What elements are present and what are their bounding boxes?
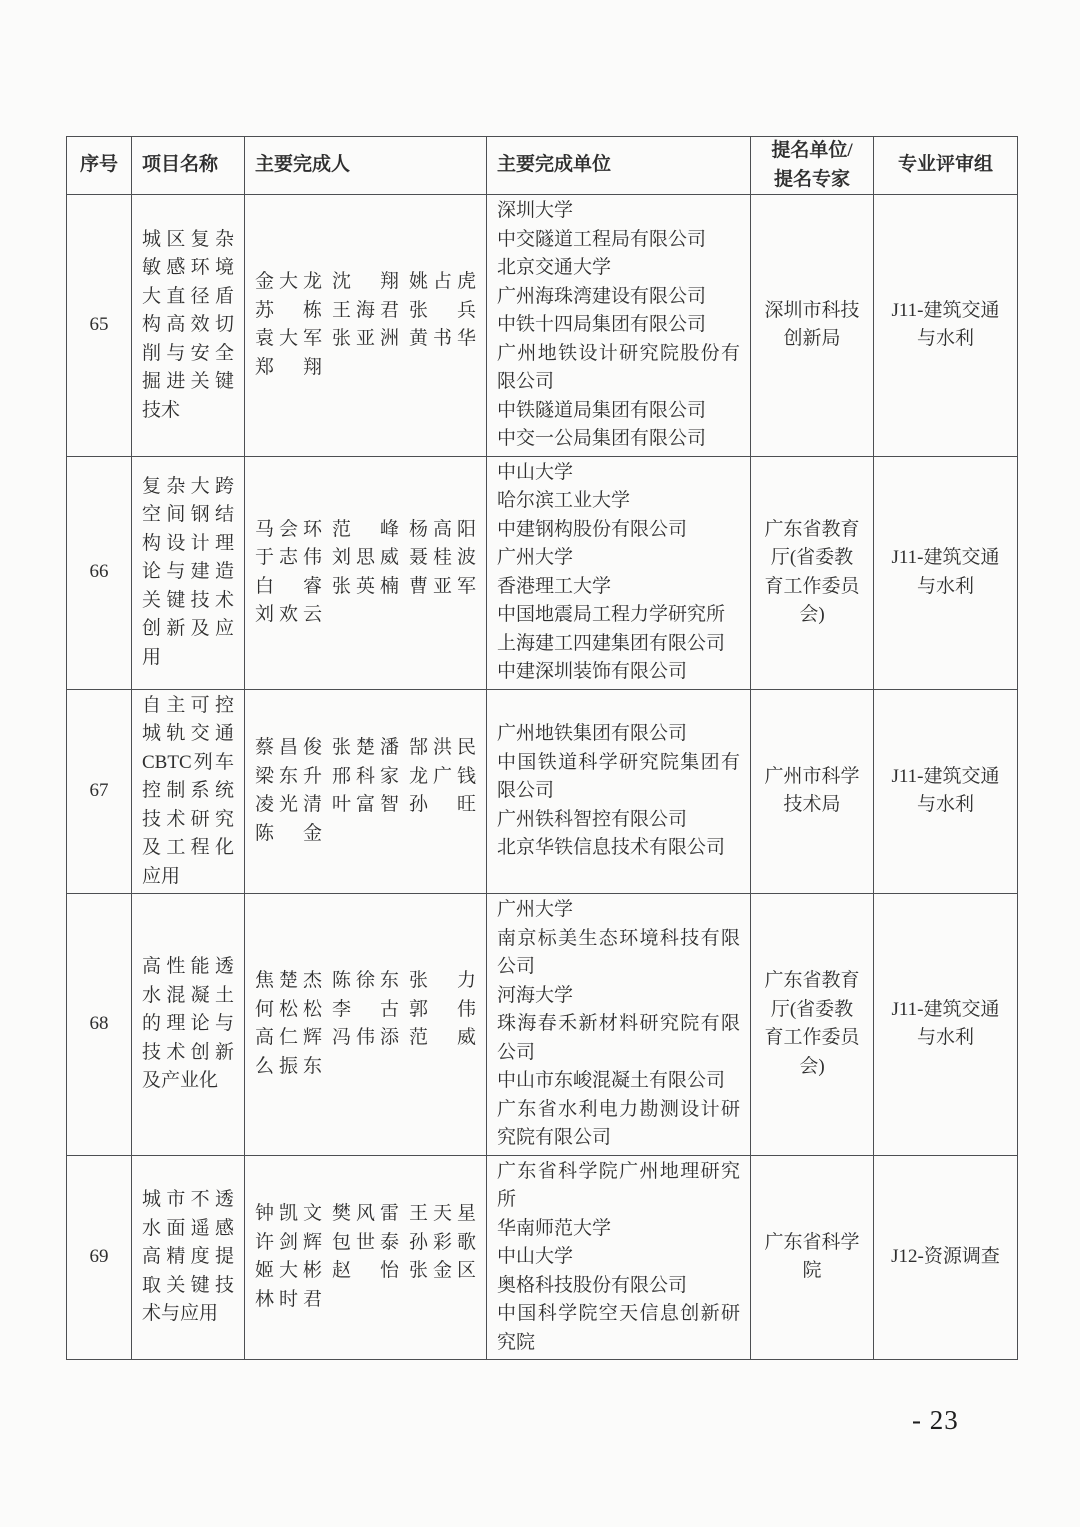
table-header-row <box>67 137 1018 195</box>
cell-organizations <box>487 689 751 894</box>
contributor-name: 杨高阳 <box>409 518 476 540</box>
project-name-text: 城区复杂敏感环境大直径盾构高效切削与安全掘进关键技术 <box>142 228 234 421</box>
cell-serial-number: 66 <box>67 456 132 689</box>
contributor-name: 郜洪民 <box>409 737 476 759</box>
project-name-text: 复杂大跨空间钢结构设计理论与建造关键技术创新及应用 <box>142 475 234 668</box>
contributor-name: 张金区 <box>409 1260 476 1282</box>
contributor-name: 黄书华 <box>409 328 476 350</box>
nominator-text: 广州市科学技术局 <box>764 765 860 816</box>
nominator-text: 广东省教育厅(省委教育工作委员会) <box>764 970 860 1077</box>
organization-name: 珠海春禾新材料研究院有限公司 <box>497 1013 740 1063</box>
contributor-name: 李古 <box>332 998 399 1020</box>
contributor-name: 林时君 <box>255 1288 322 1310</box>
cell-nominator <box>751 689 874 894</box>
review-group-text: J11-建筑交通与水利 <box>891 299 1000 350</box>
organization-name: 中国铁道科学研究院集团有限公司 <box>497 751 740 801</box>
table-row <box>67 195 1018 457</box>
cell-organizations <box>487 195 751 457</box>
cell-project-name <box>132 456 245 689</box>
review-group-text: J11-建筑交通与水利 <box>891 765 1000 816</box>
contributor-name: 蔡昌俊 <box>255 737 322 759</box>
header-nominator-line2: 提名专家 <box>773 168 850 190</box>
cell-serial-number: 68 <box>67 894 132 1156</box>
cell-review-group <box>874 1155 1018 1360</box>
contributor-name: 范威 <box>409 1027 476 1049</box>
contributor-name: 姚占虎 <box>409 271 476 293</box>
cell-nominator <box>751 1155 874 1360</box>
cell-contributors <box>245 1155 487 1360</box>
contributor-name: 范峰 <box>332 518 399 540</box>
contributor-name: 包世泰 <box>332 1231 399 1253</box>
review-group-text: J11-建筑交通与水利 <box>891 998 1000 1049</box>
table-row <box>67 456 1018 689</box>
organization-name: 广东省水利电力勘测设计研究院有限公司 <box>497 1098 740 1148</box>
organization-name: 中山大学 <box>497 461 574 483</box>
nominator-text: 广东省教育厅(省委教育工作委员会) <box>764 518 860 625</box>
cell-review-group <box>874 894 1018 1156</box>
cell-project-name <box>132 1155 245 1360</box>
contributor-name: 于志伟 <box>255 547 322 568</box>
contributor-name: 袁大军 <box>255 328 322 350</box>
organization-name: 广州铁科智控有限公司 <box>497 808 688 830</box>
contributor-name: 邢科家 <box>332 765 399 787</box>
organization-name: 广州大学 <box>497 899 574 920</box>
organization-name: 南京标美生态环境科技有限公司 <box>497 927 740 977</box>
organization-name: 华南师范大学 <box>497 1217 612 1239</box>
contributor-name: 张楚潘 <box>332 737 399 759</box>
cell-project-name <box>132 195 245 457</box>
contributors-grid <box>255 734 476 848</box>
cell-serial-number: 67 <box>67 689 132 894</box>
contributor-name: 郭伟 <box>409 998 476 1020</box>
organization-name: 广州海珠湾建设有限公司 <box>497 285 707 307</box>
contributor-name: 孙彩歌 <box>409 1231 476 1253</box>
contributor-name: 张兵 <box>409 299 476 321</box>
header-review-group: 专业评审组 <box>874 137 1018 195</box>
cell-serial-number: 65 <box>67 195 132 457</box>
organization-name: 广州地铁集团有限公司 <box>497 723 688 744</box>
organization-name: 中山市东峻混凝土有限公司 <box>497 1070 726 1091</box>
organization-name: 中建钢构股份有限公司 <box>497 518 688 540</box>
header-contributors: 主要完成人 <box>245 137 487 195</box>
organization-name: 中山大学 <box>497 1246 574 1267</box>
contributor-name: 马会环 <box>255 518 322 540</box>
contributors-grid <box>255 268 476 382</box>
contributor-name: 曹亚军 <box>409 575 476 597</box>
cell-contributors <box>245 456 487 689</box>
contributor-name: 张英楠 <box>332 575 399 597</box>
organization-name: 中交一公局集团有限公司 <box>497 428 707 449</box>
page-number: - 23 <box>912 1405 959 1435</box>
contributor-name: 沈翔 <box>332 271 399 293</box>
cell-review-group <box>874 195 1018 457</box>
organization-name: 哈尔滨工业大学 <box>497 490 631 511</box>
cell-project-name <box>132 689 245 894</box>
cell-nominator <box>751 195 874 457</box>
organization-name: 上海建工四建集团有限公司 <box>497 632 726 654</box>
contributor-name: 姬大彬 <box>255 1260 322 1282</box>
cell-organizations <box>487 894 751 1156</box>
table-header <box>67 137 1018 195</box>
nominator-text: 广东省科学院 <box>764 1231 860 1282</box>
contributor-name: 何松松 <box>255 998 322 1020</box>
header-project-name: 项目名称 <box>132 137 245 195</box>
organization-name: 中铁十四局集团有限公司 <box>497 314 707 335</box>
cell-contributors <box>245 894 487 1156</box>
contributor-name: 凌光清 <box>255 794 322 816</box>
header-nominator-line1: 提名单位/ <box>771 140 853 161</box>
contributors-grid <box>255 1200 476 1314</box>
organization-name: 北京华铁信息技术有限公司 <box>497 837 726 858</box>
projects-table <box>66 136 1018 1360</box>
contributor-name: 龙广钱 <box>409 765 476 787</box>
contributors-grid <box>255 516 476 630</box>
contributor-name: 么振东 <box>255 1055 322 1077</box>
contributor-name: 张亚洲 <box>332 328 399 350</box>
organization-name: 中铁隧道局集团有限公司 <box>497 399 707 421</box>
cell-contributors <box>245 195 487 457</box>
cell-project-name <box>132 894 245 1156</box>
contributor-name: 梁东升 <box>255 765 322 787</box>
contributor-name: 金大龙 <box>255 271 322 293</box>
table-row <box>67 1155 1018 1360</box>
organization-name: 中国地震局工程力学研究所 <box>497 604 726 625</box>
cell-organizations <box>487 1155 751 1360</box>
organization-name: 中国科学院空天信息创新研究院 <box>497 1303 740 1353</box>
cell-serial-number: 69 <box>67 1155 132 1360</box>
contributor-name: 郑翔 <box>255 356 322 378</box>
nominator-text: 深圳市科技创新局 <box>764 299 860 350</box>
header-organizations: 主要完成单位 <box>487 137 751 195</box>
cell-nominator <box>751 894 874 1156</box>
organization-name: 河海大学 <box>497 984 574 1006</box>
contributor-name: 焦楚杰 <box>255 970 322 992</box>
organization-name: 中建深圳装饰有限公司 <box>497 661 688 682</box>
organization-name: 深圳大学 <box>497 200 574 221</box>
organization-name: 奥格科技股份有限公司 <box>497 1274 688 1296</box>
project-name-text: 自主可控城轨交通CBTC列车控制系统技术研究及工程化应用 <box>142 694 234 887</box>
contributor-name: 刘欢云 <box>255 604 322 625</box>
cell-nominator <box>751 456 874 689</box>
contributor-name: 白睿 <box>255 575 322 597</box>
contributor-name: 高仁辉 <box>255 1027 322 1049</box>
contributors-grid <box>255 967 476 1081</box>
cell-contributors <box>245 689 487 894</box>
project-name-text: 高性能透水混凝土的理论与技术创新及产业化 <box>142 956 234 1091</box>
cell-organizations <box>487 456 751 689</box>
contributor-name: 张力 <box>409 970 476 992</box>
cell-review-group <box>874 456 1018 689</box>
organization-name: 广州地铁设计研究院股份有限公司 <box>497 342 740 392</box>
organization-name: 香港理工大学 <box>497 575 612 597</box>
organization-name: 中交隧道工程局有限公司 <box>497 228 707 250</box>
cell-review-group <box>874 689 1018 894</box>
contributor-name: 钟凯文 <box>255 1203 322 1225</box>
contributor-name: 刘思威 <box>332 547 399 568</box>
contributor-name: 陈金 <box>255 822 322 844</box>
contributor-name: 许剑辉 <box>255 1231 322 1253</box>
review-group-text: J11-建筑交通与水利 <box>891 547 1000 597</box>
table-body <box>67 195 1018 1360</box>
contributor-name: 冯伟添 <box>332 1027 399 1049</box>
project-name-text: 城市不透水面遥感高精度提取关键技术与应用 <box>142 1189 234 1324</box>
organization-name: 北京交通大学 <box>497 257 612 278</box>
contributor-name: 樊风雷 <box>332 1203 399 1225</box>
table-row <box>67 689 1018 894</box>
contributor-name: 聂桂波 <box>409 547 476 568</box>
table-row <box>67 894 1018 1156</box>
contributor-name: 叶富智 <box>332 794 399 816</box>
organization-name: 广州大学 <box>497 547 574 568</box>
contributor-name: 苏栋 <box>255 299 322 321</box>
header-serial-number: 序号 <box>67 137 132 195</box>
header-nominator <box>751 137 874 195</box>
organization-name: 广东省科学院广州地理研究所 <box>497 1160 740 1210</box>
contributor-name: 赵怡 <box>332 1260 399 1282</box>
contributor-name: 王海君 <box>332 299 399 321</box>
contributor-name: 孙旺 <box>409 794 476 816</box>
contributor-name: 王天星 <box>409 1203 476 1225</box>
contributor-name: 陈徐东 <box>332 970 399 992</box>
review-group-text: J12-资源调查 <box>891 1246 1000 1267</box>
